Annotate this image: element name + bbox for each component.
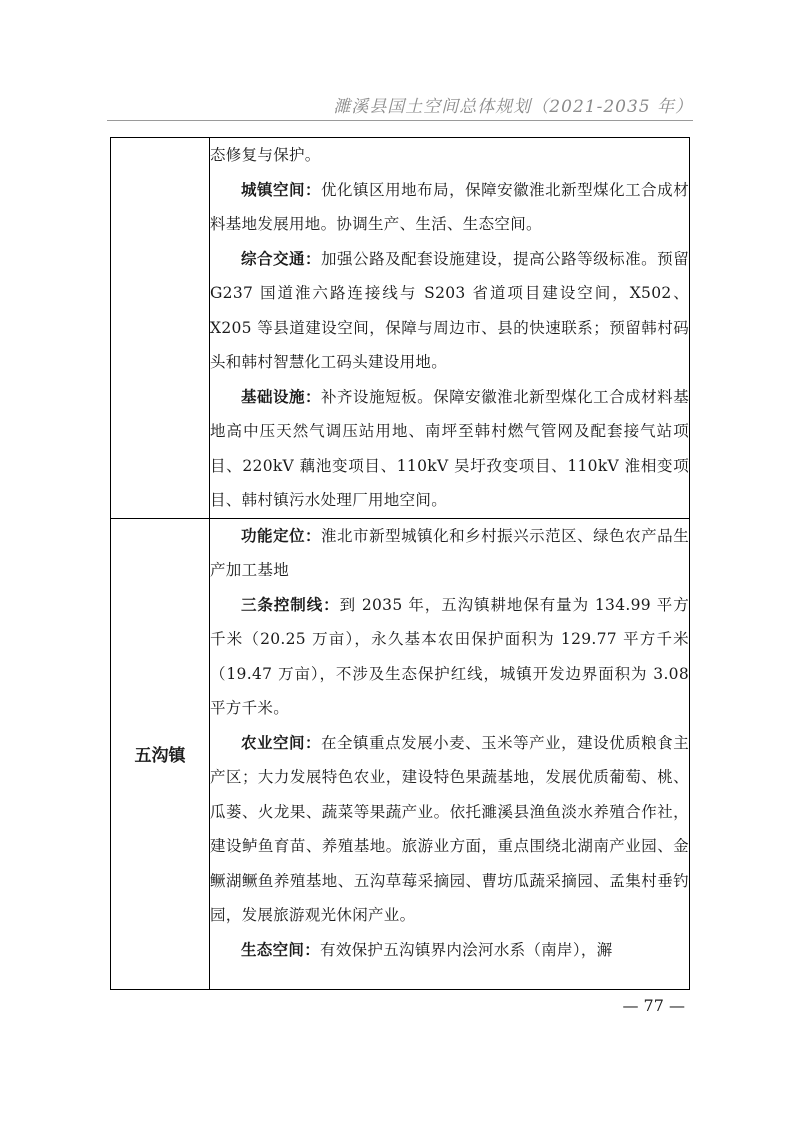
paragraph-text: 淮北市新型城镇化和乡村振兴示范区、绿色农产品生产加工基地 (210, 526, 689, 579)
paragraph (210, 933, 689, 968)
paragraph-label: 功能定位： (241, 526, 322, 545)
paragraph-text: 补齐设施短板。保障安徽淮北新型煤化工合成材料基地高中压天然气调压站用地、南坪至韩村燃气管网及配套接气站项目、220kV 藕池变项目、110kV 吴圩孜变项目、110kV 淮相变项目、韩村镇污水处理厂用地空间。 (210, 387, 689, 509)
paragraph-label: 三条控制线： (241, 595, 340, 614)
paragraph-label: 生态空间： (241, 940, 321, 959)
paragraph-text: 加强公路及配套设施建设，提高公路等级标准。预留 G237 国道淮六路连接线与 S203 省道项目建设空间，X502、X205 等县道建设空间，保障与周边市、县的快速联系；预留韩村码头和韩村智慧化工码头建设用地。 (210, 249, 689, 371)
table-row (111, 138, 690, 519)
township-plan-table (110, 137, 690, 990)
paragraph-label: 农业空间： (241, 733, 322, 752)
paragraph-label: 城镇空间： (241, 180, 322, 199)
paragraph (210, 380, 689, 518)
paragraph-text: 有效保护五沟镇界内浍河水系（南岸），澥 (320, 940, 613, 959)
township-content-cell (210, 518, 690, 989)
paragraph (210, 173, 689, 242)
page-number: — 77 — (622, 996, 685, 1015)
header-rule (107, 120, 693, 121)
paragraph (210, 726, 689, 933)
table-row (111, 518, 690, 989)
paragraph-text: 优化镇区用地布局，保障安徽淮北新型煤化工合成材料基地发展用地。协调生产、生活、生态空间。 (210, 180, 689, 233)
paragraph (210, 519, 689, 588)
paragraph (210, 588, 689, 726)
paragraph-text: 态修复与保护。 (210, 146, 321, 164)
paragraph-text: 到 2035 年，五沟镇耕地保有量为 134.99 平方千米（20.25 万亩），永久基本农田保护面积为 129.77 平方千米（19.47 万亩），不涉及生态保护红线，城镇开发边界面积为 3.08 平方千米。 (210, 595, 689, 717)
paragraph (210, 138, 689, 173)
township-label-cell (111, 138, 210, 519)
township-label-cell: 五沟镇 (111, 518, 210, 989)
paragraph-text: 在全镇重点发展小麦、玉米等产业，建设优质粮食主产区；大力发展特色农业，建设特色果蔬基地，发展优质葡萄、桃、瓜蒌、火龙果、蔬菜等果蔬产业。依托濉溪县渔鱼淡水养殖合作社，建设鲈鱼育苗、养殖基地。旅游业方面，重点围绕北湖南产业园、金鳜湖鳜鱼养殖基地、五沟草莓采摘园、曹坊瓜蔬采摘园、孟集村垂钓园，发展旅游观光休闲产业。 (210, 733, 689, 924)
township-content-cell (210, 138, 690, 519)
running-header: 濉溪县国土空间总体规划（2021-2035 年） (333, 97, 693, 117)
paragraph-label: 基础设施： (241, 387, 322, 406)
paragraph (210, 242, 689, 380)
paragraph-label: 综合交通： (241, 249, 322, 268)
